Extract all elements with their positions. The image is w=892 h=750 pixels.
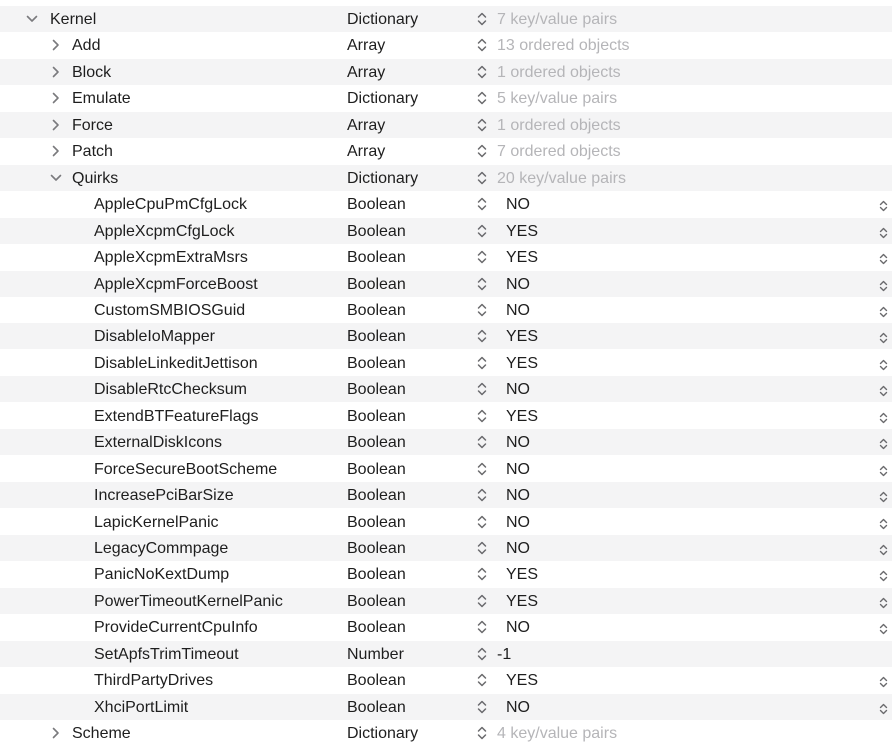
outline-row-extendbtfeatureflags[interactable] (0, 403, 892, 429)
row-key-label[interactable]: LapicKernelPanic (94, 513, 219, 531)
row-type-label[interactable]: Boolean (347, 487, 406, 505)
row-type-label[interactable]: Boolean (347, 592, 406, 610)
up-down-chevron-icon[interactable] (476, 223, 488, 239)
popup-arrows-icon[interactable] (879, 622, 888, 634)
popup-arrows-icon[interactable] (879, 252, 888, 264)
up-down-chevron-icon[interactable] (476, 619, 488, 635)
row-value-summary: 7 key/value pairs (497, 11, 618, 28)
outline-row-applecpupmcfglock[interactable] (0, 191, 892, 217)
up-down-chevron-icon[interactable] (476, 514, 488, 530)
outline-row-applexcpmforceboost[interactable] (0, 271, 892, 297)
row-type-label[interactable]: Boolean (347, 540, 406, 557)
outline-row-kernel[interactable] (0, 6, 892, 32)
outline-row-force[interactable] (0, 112, 892, 138)
popup-arrows-icon[interactable] (879, 517, 888, 529)
outline-row-disableiomapper[interactable] (0, 323, 892, 349)
row-type-label[interactable]: Array (347, 63, 386, 81)
popup-arrows-icon[interactable] (879, 279, 888, 291)
chevron-right-icon[interactable] (48, 720, 64, 746)
popup-arrows-icon[interactable] (879, 464, 888, 476)
outline-row-applexcpmextramsrs[interactable] (0, 244, 892, 270)
popup-arrows-icon[interactable] (879, 490, 888, 502)
up-down-chevron-icon[interactable] (476, 64, 488, 80)
row-value-summary: 1 ordered objects (497, 63, 621, 81)
row-key-label[interactable]: ForceSecureBootScheme (94, 460, 278, 478)
row-value[interactable]: -1 (497, 645, 512, 663)
outline-row-disablelinkeditjettison[interactable] (0, 350, 892, 376)
popup-arrows-icon[interactable] (879, 226, 888, 238)
chevron-right-icon[interactable] (48, 32, 64, 58)
row-value[interactable]: YES (506, 407, 539, 425)
row-value-summary: 5 key/value pairs (497, 90, 618, 108)
row-key-label[interactable]: DisableIoMapper (94, 328, 215, 346)
row-value-summary: 1 ordered objects (497, 116, 621, 134)
up-down-chevron-icon[interactable] (476, 593, 488, 609)
row-value-summary: 4 key/value pairs (497, 725, 618, 743)
outline-row-customsmbiosguid[interactable] (0, 297, 892, 323)
row-type-label[interactable]: Boolean (347, 698, 406, 716)
outline-row-patch[interactable] (0, 138, 892, 164)
row-type-label[interactable]: Array (347, 116, 386, 134)
row-key-label[interactable]: DisableRtcChecksum (94, 381, 247, 399)
outline-row-externaldiskicons[interactable] (0, 429, 892, 455)
row-value[interactable]: NO (506, 381, 530, 399)
row-key-label[interactable]: AppleCpuPmCfgLock (94, 196, 247, 214)
outline-row-applexcpmcfglock[interactable] (0, 218, 892, 244)
row-type-label[interactable]: Dictionary (347, 90, 419, 108)
outline-row-lapickernelpanic[interactable] (0, 509, 892, 535)
chevron-right-icon[interactable] (48, 85, 64, 111)
row-type-label[interactable]: Boolean (347, 619, 406, 637)
row-type-label[interactable]: Boolean (347, 275, 406, 293)
row-key-label[interactable]: Scheme (72, 725, 131, 743)
row-type-label[interactable]: Array (347, 143, 386, 161)
row-key-label[interactable]: LegacyCommpage (94, 540, 229, 557)
up-down-chevron-icon[interactable] (476, 461, 488, 477)
row-value[interactable]: NO (506, 619, 530, 637)
up-down-chevron-icon[interactable] (476, 725, 488, 741)
row-key-label[interactable]: Kernel (50, 11, 97, 28)
row-key-label[interactable]: Emulate (72, 90, 131, 108)
row-type-label[interactable]: Dictionary (347, 11, 419, 28)
row-value[interactable]: NO (506, 487, 530, 505)
row-key-label[interactable]: XhciPortLimit (94, 698, 189, 716)
outline-row-quirks[interactable] (0, 165, 892, 191)
row-type-label[interactable]: Boolean (347, 513, 406, 531)
row-type-label[interactable]: Dictionary (347, 725, 419, 743)
row-value[interactable]: NO (506, 196, 530, 214)
row-value[interactable]: YES (506, 328, 539, 346)
row-type-label[interactable]: Boolean (347, 566, 406, 584)
outline-row-increasepcibarsize[interactable] (0, 482, 892, 508)
outline-row-setapfstrimtimeout[interactable] (0, 641, 892, 667)
row-value[interactable]: NO (506, 698, 530, 716)
up-down-chevron-icon[interactable] (476, 434, 488, 450)
row-value-summary: 13 ordered objects (497, 37, 630, 55)
row-key-label[interactable]: ProvideCurrentCpuInfo (94, 619, 258, 637)
row-key-label[interactable]: ExternalDiskIcons (94, 434, 223, 452)
up-down-chevron-icon[interactable] (476, 646, 488, 662)
chevron-down-icon[interactable] (48, 165, 64, 191)
row-key-label[interactable]: AppleXcpmCfgLock (94, 222, 235, 240)
row-type-label[interactable]: Boolean (347, 381, 406, 399)
row-key-label[interactable]: AppleXcpmExtraMsrs (94, 249, 248, 267)
up-down-chevron-icon[interactable] (476, 90, 488, 106)
row-value[interactable]: NO (506, 513, 530, 531)
row-key-label[interactable]: DisableLinkeditJettison (94, 354, 258, 372)
up-down-chevron-icon[interactable] (476, 143, 488, 159)
row-key-label[interactable]: IncreasePciBarSize (94, 487, 234, 505)
up-down-chevron-icon[interactable] (476, 672, 488, 688)
popup-arrows-icon[interactable] (879, 305, 888, 317)
row-type-label[interactable]: Number (347, 645, 404, 663)
chevron-right-icon[interactable] (48, 112, 64, 138)
popup-arrows-icon[interactable] (879, 596, 888, 608)
row-type-label[interactable]: Boolean (347, 672, 406, 690)
row-value[interactable]: YES (506, 592, 539, 610)
row-type-label[interactable]: Dictionary (347, 169, 419, 187)
row-key-label[interactable]: PanicNoKextDump (94, 566, 230, 584)
outline-row-thirdpartydrives[interactable] (0, 667, 892, 693)
outline-row-block[interactable] (0, 59, 892, 85)
up-down-chevron-icon[interactable] (476, 699, 488, 715)
row-value-summary: 20 key/value pairs (497, 169, 626, 187)
popup-arrows-icon[interactable] (879, 437, 888, 449)
row-type-label[interactable]: Boolean (347, 460, 406, 478)
row-value[interactable]: NO (506, 540, 530, 557)
row-key-label[interactable]: AppleXcpmForceBoost (94, 275, 258, 293)
outline-row-disablertcchecksum[interactable] (0, 376, 892, 402)
row-type-label[interactable]: Boolean (347, 196, 406, 214)
row-value[interactable]: YES (506, 249, 539, 267)
row-value-summary: 7 ordered objects (497, 143, 621, 161)
row-key-label[interactable]: CustomSMBIOSGuid (94, 301, 246, 319)
row-key-label[interactable]: Quirks (72, 169, 119, 187)
up-down-chevron-icon[interactable] (476, 540, 488, 556)
row-type-label[interactable]: Boolean (347, 222, 406, 240)
up-down-chevron-icon[interactable] (476, 302, 488, 318)
row-type-label[interactable]: Boolean (347, 354, 406, 372)
popup-arrows-icon[interactable] (879, 702, 888, 714)
popup-arrows-icon[interactable] (879, 569, 888, 581)
up-down-chevron-icon[interactable] (476, 276, 488, 292)
row-key-label[interactable]: Add (72, 37, 101, 55)
up-down-chevron-icon[interactable] (476, 355, 488, 371)
row-value[interactable]: YES (506, 566, 539, 584)
row-type-label[interactable]: Boolean (347, 434, 406, 452)
row-type-label[interactable]: Array (347, 37, 386, 55)
up-down-chevron-icon[interactable] (476, 11, 488, 27)
popup-arrows-icon[interactable] (879, 543, 888, 555)
outline-row-forcesecurebootscheme[interactable] (0, 456, 892, 482)
popup-arrows-icon[interactable] (879, 199, 888, 211)
row-value[interactable]: NO (506, 301, 530, 319)
up-down-chevron-icon[interactable] (476, 328, 488, 344)
up-down-chevron-icon[interactable] (476, 249, 488, 265)
up-down-chevron-icon[interactable] (476, 37, 488, 53)
row-value[interactable]: NO (506, 460, 530, 478)
popup-arrows-icon[interactable] (879, 384, 888, 396)
outline-row-powertimeoutkernelpanic[interactable] (0, 588, 892, 614)
row-type-label[interactable]: Boolean (347, 328, 406, 346)
row-key-label[interactable]: SetApfsTrimTimeout (94, 645, 239, 663)
up-down-chevron-icon[interactable] (476, 117, 488, 133)
outline-row-legacycommpage[interactable] (0, 535, 892, 561)
up-down-chevron-icon[interactable] (476, 381, 488, 397)
outline-row-providecurrentcpuinfo[interactable] (0, 614, 892, 640)
outline-row-add[interactable] (0, 32, 892, 58)
popup-arrows-icon[interactable] (879, 358, 888, 370)
row-key-label[interactable]: ExtendBTFeatureFlags (94, 407, 259, 425)
row-value[interactable]: YES (506, 354, 539, 372)
row-value[interactable]: YES (506, 222, 539, 240)
up-down-chevron-icon[interactable] (476, 196, 488, 212)
row-key-label[interactable]: Patch (72, 143, 113, 161)
outline-row-scheme[interactable] (0, 720, 892, 746)
popup-arrows-icon[interactable] (879, 331, 888, 343)
row-value[interactable]: YES (506, 672, 539, 690)
chevron-right-icon[interactable] (48, 138, 64, 164)
up-down-chevron-icon[interactable] (476, 170, 488, 186)
row-type-label[interactable]: Boolean (347, 407, 406, 425)
outline-row-emulate[interactable] (0, 85, 892, 111)
outline-row-panicnokextdump[interactable] (0, 561, 892, 587)
row-value[interactable]: NO (506, 434, 530, 452)
popup-arrows-icon[interactable] (879, 411, 888, 423)
up-down-chevron-icon[interactable] (476, 487, 488, 503)
up-down-chevron-icon[interactable] (476, 566, 488, 582)
row-key-label[interactable]: ThirdPartyDrives (94, 672, 214, 690)
row-type-label[interactable]: Boolean (347, 249, 406, 267)
outline-row-xhciportlimit[interactable] (0, 694, 892, 720)
row-key-label[interactable]: PowerTimeoutKernelPanic (94, 592, 283, 610)
row-value[interactable]: NO (506, 275, 530, 293)
chevron-right-icon[interactable] (48, 59, 64, 85)
popup-arrows-icon[interactable] (879, 675, 888, 687)
row-key-label[interactable]: Block (72, 63, 112, 81)
row-key-label[interactable]: Force (72, 116, 113, 134)
up-down-chevron-icon[interactable] (476, 408, 488, 424)
row-type-label[interactable]: Boolean (347, 301, 406, 319)
chevron-down-icon[interactable] (24, 6, 40, 32)
